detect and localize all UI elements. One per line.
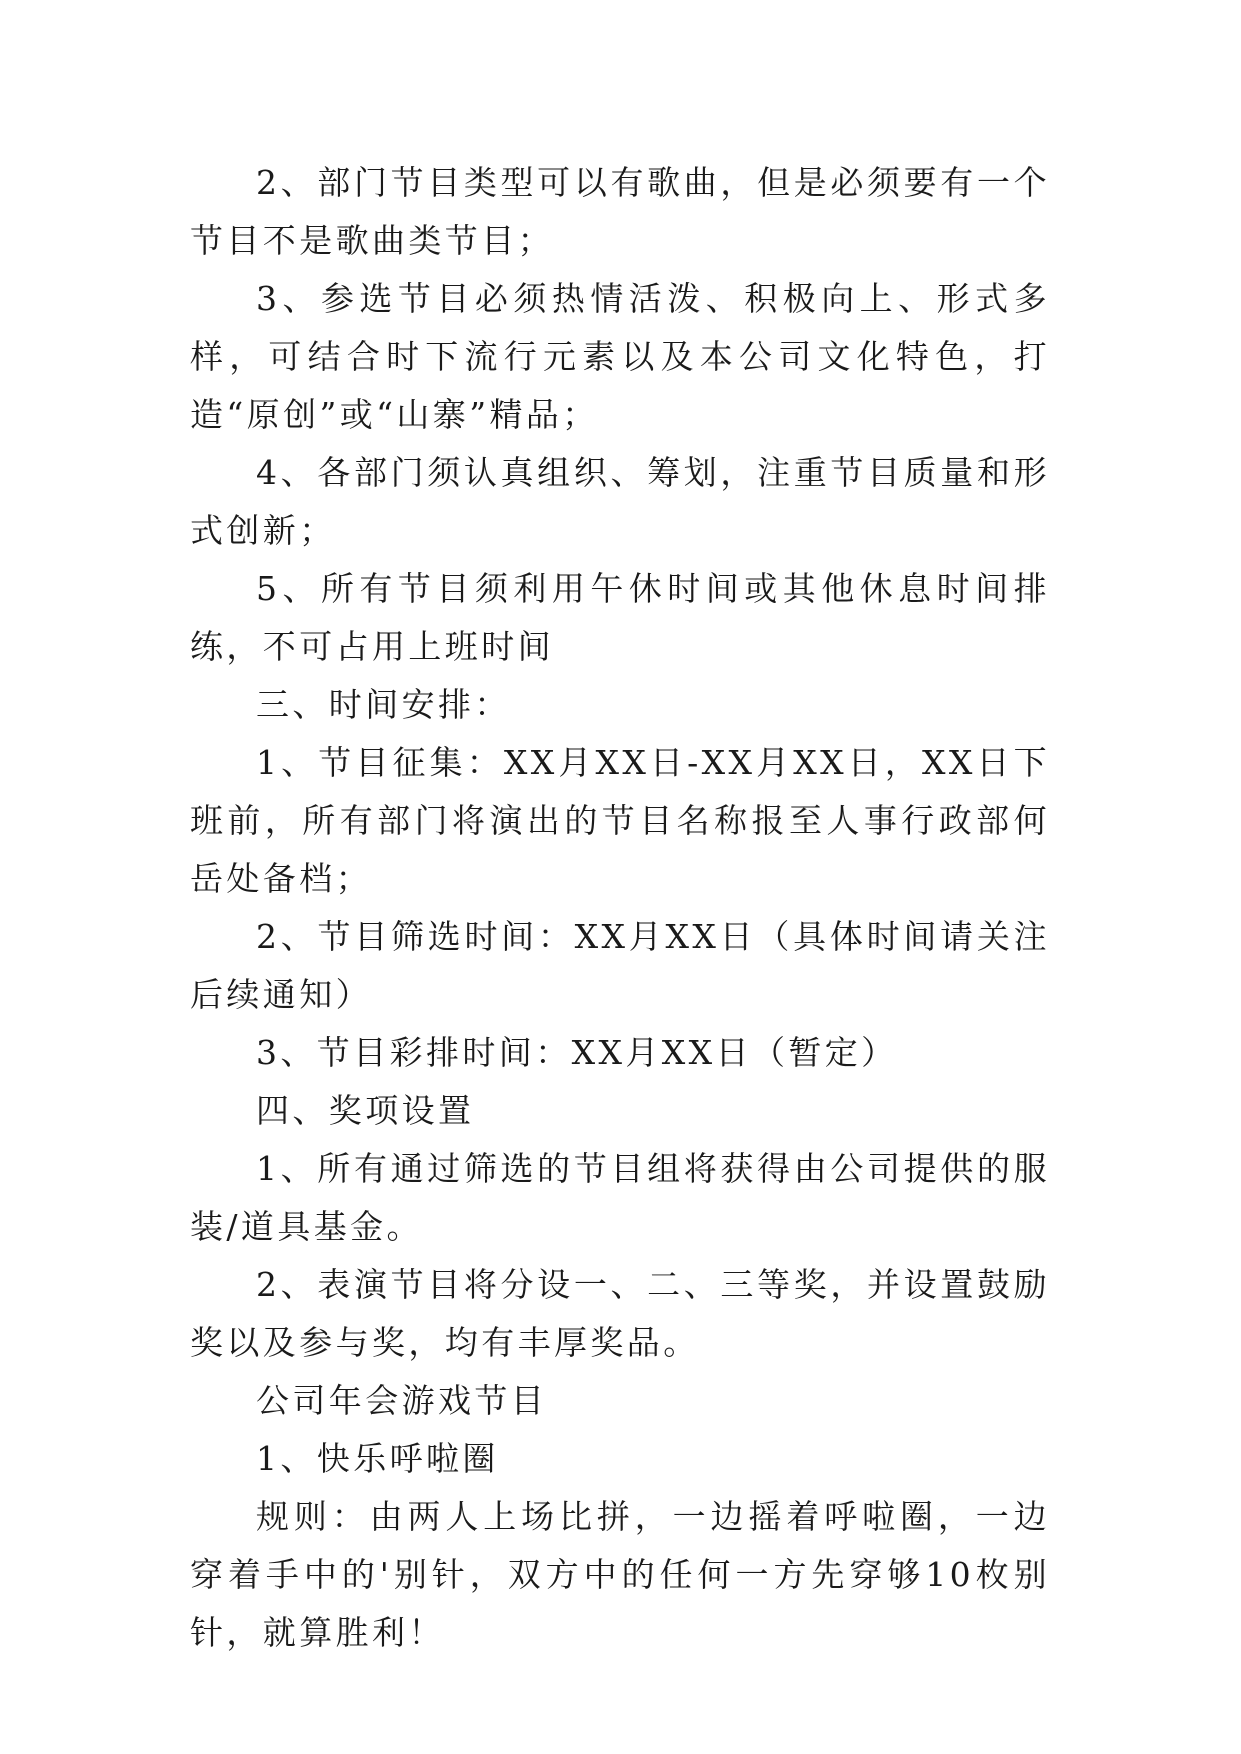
paragraph-game-rules: 规则：由两人上场比拼，一边摇着呼啦圈，一边穿着手中的'别针，双方中的任何一方先穿够10枚别针，就算胜利！ <box>190 1497 1050 1652</box>
section-heading-schedule: 三、时间安排： <box>256 685 511 724</box>
paragraph-program-types: 2、部门节目类型可以有歌曲，但是必须要有一个节目不是歌曲类节目； <box>190 163 1050 260</box>
paragraph-program-screening: 2、节目筛选时间：XX月XX日（具体时间请关注后续通知） <box>190 917 1050 1014</box>
paragraph-costume-fund: 1、所有通过筛选的节目组将获得由公司提供的服装/道具基金。 <box>190 1149 1050 1246</box>
paragraph-prize-levels: 2、表演节目将分设一、二、三等奖，并设置鼓励奖以及参与奖，均有丰厚奖品。 <box>190 1265 1050 1362</box>
paragraph-program-requirements: 3、参选节目必须热情活泼、积极向上、形式多样，可结合时下流行元素以及本公司文化特色，打造“原创”或“山寨”精品； <box>190 279 1050 434</box>
paragraph-rehearsal-time: 5、所有节目须利用午休时间或其他休息时间排练，不可占用上班时间 <box>190 569 1050 666</box>
paragraph-organization: 4、各部门须认真组织、筹划，注重节目质量和形式创新； <box>190 453 1050 550</box>
game-title-hula-hoop: 1、快乐呼啦圈 <box>256 1439 499 1478</box>
paragraph-dress-rehearsal: 3、节目彩排时间：XX月XX日（暂定） <box>256 1033 898 1072</box>
section-heading-games: 公司年会游戏节目 <box>256 1381 548 1420</box>
paragraph-program-collection: 1、节目征集：XX月XX日-XX月XX日，XX日下班前，所有部门将演出的节目名称报至人事行政部何岳处备档； <box>190 743 1050 898</box>
section-heading-awards: 四、奖项设置 <box>256 1091 475 1130</box>
document-page <box>190 154 1050 1662</box>
